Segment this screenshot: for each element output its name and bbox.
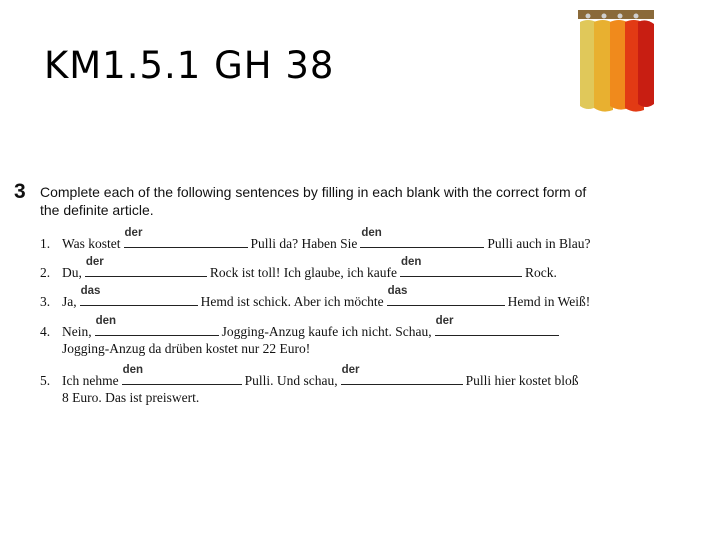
filled-answer: der bbox=[85, 256, 104, 268]
exercise-item bbox=[40, 256, 700, 281]
item-text: Du, bbox=[62, 265, 82, 280]
item-text: Ja, bbox=[62, 294, 77, 309]
item-text: Pulli hier kostet bloß bbox=[465, 373, 579, 388]
rack-hook bbox=[602, 14, 607, 19]
filled-answer: das bbox=[387, 285, 408, 297]
item-text: Hemd in Weiß! bbox=[507, 294, 591, 309]
coat-rack-photo bbox=[576, 6, 656, 114]
answer-blank[interactable] bbox=[85, 256, 207, 277]
filled-answer: das bbox=[80, 285, 101, 297]
rack-hook bbox=[586, 14, 591, 19]
item-text: Nein, bbox=[62, 324, 92, 339]
item-text: Was kostet bbox=[62, 236, 121, 251]
item-text: Rock ist toll! Ich glaube, ich kaufe bbox=[209, 265, 397, 280]
item-number: 2. bbox=[40, 265, 51, 280]
answer-blank[interactable] bbox=[124, 227, 248, 248]
answer-blank[interactable] bbox=[95, 315, 219, 336]
filled-answer: den bbox=[122, 364, 144, 376]
exercise-instructions: Complete each of the following sentences by filling in each blank with the correct form of the definite article. bbox=[40, 184, 587, 218]
answer-blank[interactable] bbox=[400, 256, 522, 277]
item-number: 5. bbox=[40, 373, 51, 388]
item-text: Hemd ist schick. Aber ich möchte bbox=[200, 294, 384, 309]
item-text: Pulli. Und schau, bbox=[244, 373, 338, 388]
filled-answer: der bbox=[341, 364, 360, 376]
rack-hook bbox=[618, 14, 623, 19]
answer-blank[interactable] bbox=[360, 227, 484, 248]
item-number: 1. bbox=[40, 236, 51, 251]
exercise-item bbox=[40, 285, 700, 310]
item-continuation: 8 Euro. Das ist preiswert. bbox=[62, 390, 200, 405]
exercise-item bbox=[40, 364, 700, 406]
exercise-item bbox=[40, 315, 700, 357]
item-continuation: Jogging-Anzug da drüben kostet nur 22 Euro! bbox=[62, 341, 311, 356]
filled-answer: den bbox=[361, 227, 382, 239]
filled-answer: der bbox=[124, 227, 143, 239]
exercise-number: 3 bbox=[14, 180, 26, 203]
item-text: Pulli auch in Blau? bbox=[487, 236, 591, 251]
filled-answer: den bbox=[400, 256, 422, 268]
slide-title: KM1.5.1 GH 38 bbox=[44, 44, 335, 87]
coat-darkred bbox=[638, 20, 654, 107]
item-number: 4. bbox=[40, 324, 51, 339]
answer-blank[interactable] bbox=[80, 285, 198, 306]
exercise-item bbox=[40, 227, 700, 252]
filled-answer: der bbox=[435, 315, 454, 327]
rack-hook bbox=[634, 14, 639, 19]
item-text: Jogging-Anzug kaufe ich nicht. Schau, bbox=[221, 324, 432, 339]
item-text: Pulli da? Haben Sie bbox=[250, 236, 358, 251]
answer-blank[interactable] bbox=[435, 315, 559, 336]
filled-answer: den bbox=[95, 315, 117, 327]
answer-blank[interactable] bbox=[387, 285, 505, 306]
item-number: 3. bbox=[40, 294, 51, 309]
answer-blank[interactable] bbox=[341, 364, 463, 385]
item-text: Ich nehme bbox=[62, 373, 119, 388]
answer-blank[interactable] bbox=[122, 364, 242, 385]
item-text: Rock. bbox=[524, 265, 557, 280]
